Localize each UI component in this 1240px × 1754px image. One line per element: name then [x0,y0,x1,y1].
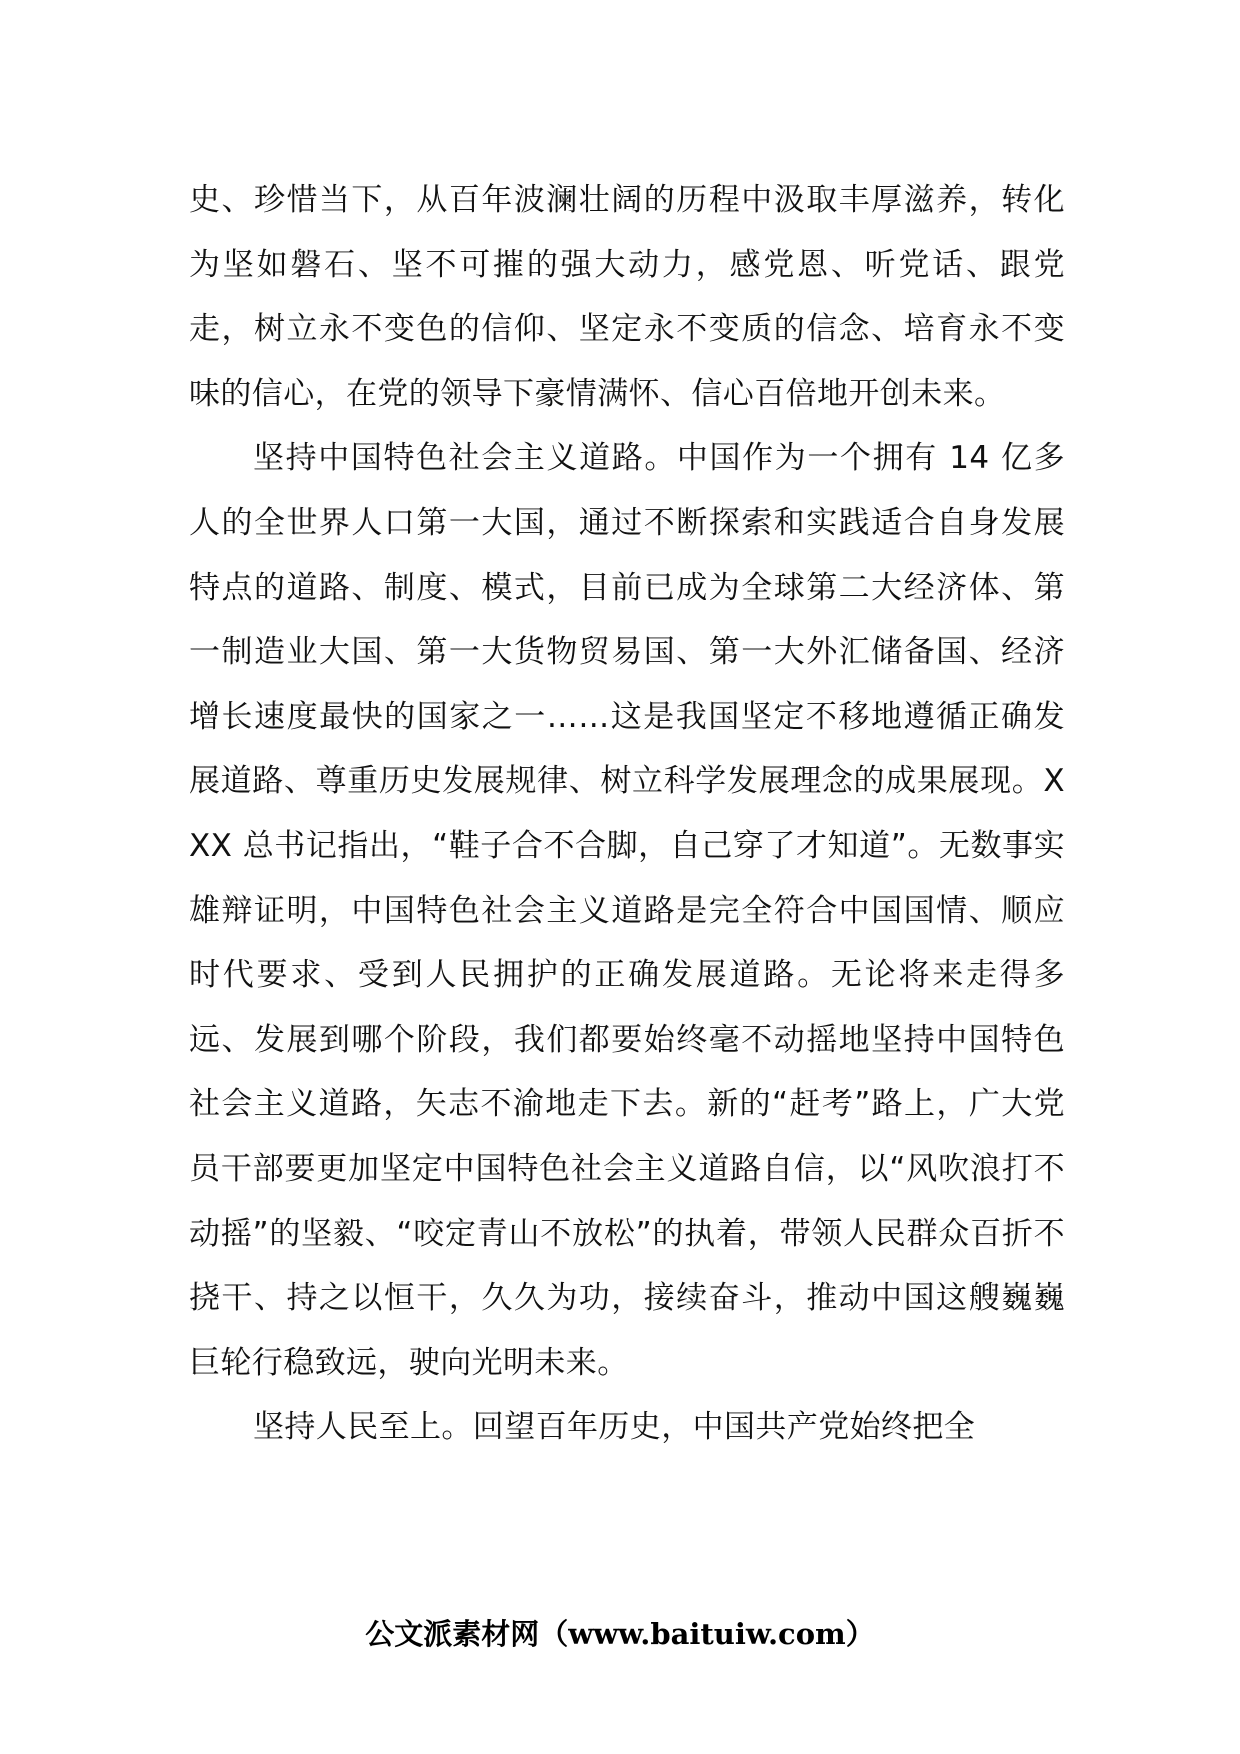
document-body [189,168,1065,1460]
paragraph-socialist-road: 坚持中国特色社会主义道路。中国作为一个拥有 14 亿多人的全世界人口第一大国，通过不断探索和实践适合自身发展特点的道路、制度、模式，目前已成为全球第二大经济体、第一制造业大国、第一大货物贸易国、第一大外汇储备国、经济增长速度最快的国家之一……这是我国坚定不移地遵循正确发展道路、尊重历史发展规律、树立科学发展理念的成果展现。XXX 总书记指出，“鞋子合不合脚，自己穿了才知道”。无数事实雄辩证明，中国特色社会主义道路是完全符合中国国情、顺应时代要求、受到人民拥护的正确发展道路。无论将来走得多远、发展到哪个阶段，我们都要始终毫不动摇地坚持中国特色社会主义道路，矢志不渝地走下去。新的“赶考”路上，广大党员干部要更加坚定中国特色社会主义道路自信，以“风吹浪打不动摇”的坚毅、“咬定青山不放松”的执着，带领人民群众百折不挠干、持之以恒干，久久为功，接续奋斗，推动中国这艘巍巍巨轮行稳致远，驶向光明未来。 [189,440,1065,1381]
paragraph-continuation: 史、珍惜当下，从百年波澜壮阔的历程中汲取丰厚滋养，转化为坚如磐石、坚不可摧的强大动力，感党恩、听党话、跟党走，树立永不变色的信仰、坚定永不变质的信念、培育永不变味的信心，在党的领导下豪情满怀、信心百倍地开创未来。 [189,182,1065,412]
paragraph-people-first: 坚持人民至上。回望百年历史，中国共产党始终把全 [253,1409,976,1446]
footer-watermark: 公文派素材网（www.baituiw.com） [365,1617,875,1651]
